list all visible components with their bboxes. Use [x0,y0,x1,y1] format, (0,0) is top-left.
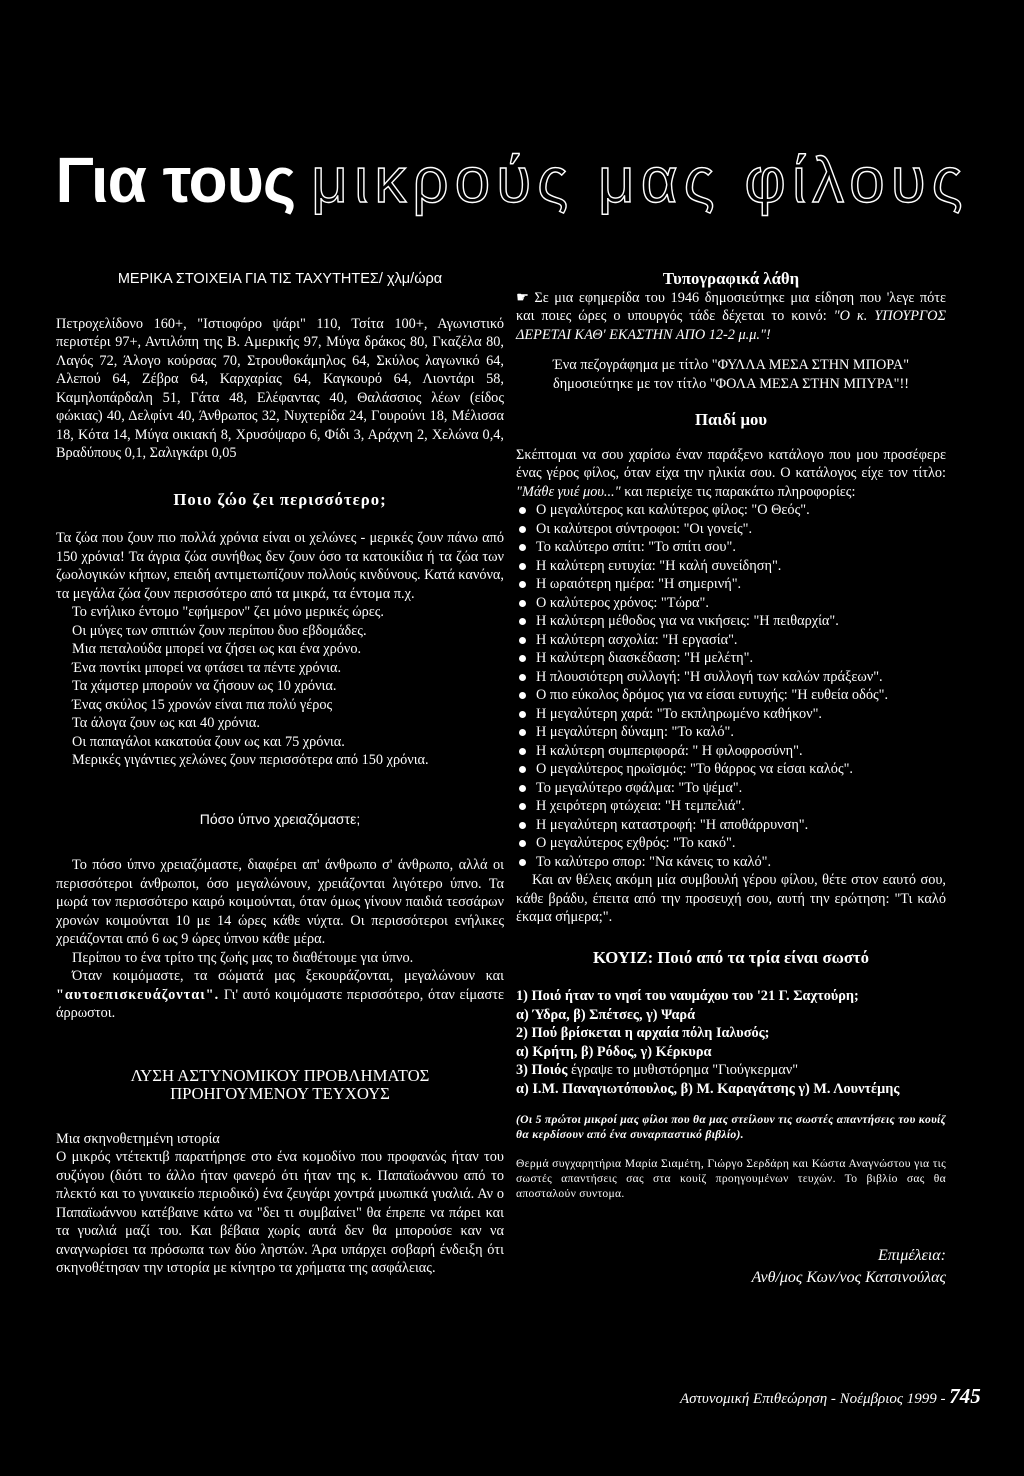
lifespan-line: Ένας σκύλος 15 χρονών είναι πια πολύ γέρος [72,696,333,713]
quiz-a3: α) Ι.Μ. Παναγιωτόπουλος, β) Μ. Καραγάτσης γ) Μ. Λουντέμης [516,1080,900,1097]
quiz-heading: ΚΟΥΙΖ: Ποιό από τα τρία είναι σωστό [593,947,869,967]
list-item: Η μεγαλύτερη καταστροφή: "Η αποθάρρυνση". [516,816,946,835]
lifespan-line: Ένα ποντίκι μπορεί να φτάσει τα πέντε χρόνια. [72,659,342,676]
title-outline: μικρούς μας φίλους [311,144,969,216]
sleep-p1: Το πόσο ύπνο χρειαζόμαστε, διαφέρει απ' άνθρωπο σ' άνθρωπο, αλλά οι περισσότεροι άνθρωποι, όσο μεγαλώνουν, χρειάζονται λιγότερο ύπνο. Τα μωρά τον περισσότερο καιρό κοιμούνται, όταν όμως γίνουν παιδιά τεσσάρων χρονών κοιμούνται 10 με 14 ώρες κάθε νύχτα. Οι περισσότεροι ενήλικες χρειάζονται από 6 ως 9 ώρες ύπνου κάθε μέρα. [56,857,504,947]
sleep-p3: Όταν κοιμόμαστε, τα σώματά μας ξεκουράζονται, μεγαλώνουν και "αυτοεπισκευάζονται". Γι' αυτό κοιμόμαστε περισσότερο, όταν είμαστε άρρωστοι. [56,968,504,1021]
list-item: Η καλύτερη ασχολία: "Η εργασία". [516,631,946,650]
child-outro: Και αν θέλεις ακόμη μία συμβουλή γέρου φίλου, θέτε στον εαυτό σου, κάθε βράδυ, έπειτα από την προσευχή σου, αυτή την ερώτηση: "Τι καλό έκαμα σήμερα;". [516,872,946,925]
editor-label: Επιμέλεια: [878,1247,946,1264]
sleep-p2: Περίπου το ένα τρίτο της ζωής μας το διαθέτουμε για ύπνο. [72,949,414,966]
list-item: Η μεγαλύτερη χαρά: "Το εκπληρωμένο καθήκον". [516,705,946,724]
page-footer [680,1384,981,1409]
lifespan-heading: Ποιο ζώο ζει περισσότερο; [173,489,387,509]
quiz-a1: α) Ύδρα, β) Σπέτσες, γ) Ψαρά [516,1006,696,1023]
list-item: Το καλύτερο σπίτι: "Το σπίτι σου". [516,538,946,557]
lifespan-line: Οι μύγες των σπιτιών ζουν περίπου δυο εβδομάδες. [72,622,367,639]
list-item: Η ωραιότερη ημέρα: "Η σημερινή". [516,575,946,594]
list-item: Η καλύτερη συμπεριφορά: " Η φιλοφροσύνη". [516,742,946,761]
quiz-note: (Οι 5 πρώτοι μικροί μας φίλοι που θα μας στείλουν τις σωστές απαντήσεις του κουίζ θα κερδίσουν από ένα συναρπαστικό βιβλίο). [516,1113,946,1141]
lifespan-list [56,603,504,770]
solution-heading-2: ΠΡΟΗΓΟΥΜΕΝΟΥ ΤΕΥΧΟΥΣ [170,1084,390,1103]
list-item: Η καλύτερη ευτυχία: "Η καλή συνείδηση". [516,557,946,576]
quiz-q2: 2) Πού βρίσκεται η αρχαία πόλη Ιαλυσός; [516,1025,770,1041]
lifespan-line: Το ενήλικο έντομο "εφήμερον" ζει μόνο μερικές ώρες. [72,604,384,620]
child-heading: Παιδί μου [694,410,768,429]
child-intro: Σκέπτομαι να σου χαρίσω έναν παράξενο κατάλογο που μου προσέφερε ένας γέρος φίλος, όταν είχα την ηλικία σου. Ο κατάλογος είχε τον τίτλο: "Μάθε γυιέ μου..." και περιείχε τις παρακάτω πληροφορίες: [516,446,946,500]
list-item: Η χειρότερη φτώχεια: "Η τεμπελιά". [516,797,946,816]
typos-heading: Τυπογραφικά λάθη [662,269,800,288]
lifespan-line: Οι παπαγάλοι κακατούα ζουν ως και 75 χρόνια. [72,733,345,750]
lifespan-line: Μια πεταλούδα μπορεί να ζήσει ως και ένα χρόνο. [72,641,362,657]
advice-list [516,501,946,871]
speeds-text: Πετροχελίδονο 160+, "Ιστιοφόρο ψάρι" 110, Τσίτα 100+, Αγωνιστικό περιστέρι 97+, Αντιλόπη της Β. Αμερικής 97, Μύγα δράκος 80, Γκαζέλα 80, Λαγός 72, Άλογο κούρσας 70, Στρουθοκάμηλος 64, Σκύλος λαγωνικό 64, Αλεπού 64, Ζέβρα 64, Καρχαρίας 64, Καγκουρό 64, Λιοντάρι 58, Καμηλοπάρδαλη 51, Γάτα 48, Ελέφαντας 40, Θαλάσσιος λέων (είδος φώκιας) 40, Δελφίνι 40, Άνθρωπος 32, Νυχτερίδα 24, Γουρούνι 18, Μέλισσα 18, Κότα 14, Μύγα οικιακή 8, Χρυσόψαρο 6, Φίδι 3, Αράχνη 2, Χελώνα 0,4, Βραδύπους 0,1, Σαλιγκάρι 0,05 [56,315,504,461]
typos-p2: Ένα πεζογράφημα με τίτλο "ΦΥΛΛΑ ΜΕΣΑ ΣΤΗΝ ΜΠΟΡΑ" δημοσιεύτηκε με τον τίτλο "ΦΟΛΑ ΜΕΣΑ ΣΤΗΝ ΜΠΥΡΑ"!! [552,357,910,392]
left-column [56,270,504,1278]
lifespan-line: Τα χάμστερ μπορούν να ζήσουν ως 10 χρόνια. [72,678,337,694]
editor-name: Ανθ/μος Κων/νος Κατσινούλας [751,1269,946,1286]
page-title [0,140,1024,221]
list-item: Η πλουσιότερη συλλογή: "Η συλλογή των καλών πράξεων". [516,668,946,687]
list-item: Ο μεγαλύτερος ηρωϊσμός: "Το θάρρος να είσαι καλός". [516,760,946,779]
list-item: Η μεγαλύτερη δύναμη: "Το καλό". [516,723,946,742]
right-column [516,270,946,1289]
pointing-hand-icon: ☛ [516,289,535,306]
lifespan-intro: Τα ζώα που ζουν πιο πολλά χρόνια είναι οι χελώνες - μερικές ζουν πάνω από 150 χρόνια! Τα άγρια ζώα συνήθως δεν ζουν όσο τα κατοικίδια ή τα ζώα των ζωολογικών κήπων, επειδή αντιμετωπίζουν πολλούς κινδύνους. Κατά κανόνα, τα μεγάλα ζώα ζουν περισσότερο από τα μικρά, τα έντομα π.χ. [56,530,504,602]
speeds-heading: ΜΕΡΙΚΑ ΣΤΟΙΧΕΙΑ ΓΙΑ ΤΙΣ ΤΑΧΥΤΗΤΕΣ/ χλμ/ώρα [117,271,443,287]
lifespan-line: Τα άλογα ζουν ως και 40 χρόνια. [72,715,260,731]
quiz-thanks: Θερμά συγχαρητήρια Μαρία Σιαμέτη, Γιώργο Σερδάρη και Κώστα Αναγνώστου για τις σωστές απαντήσεις σας στα κουίζ προηγουμένων τευχών. Το βιβλίο σας θα αποσταλούν συντομα. [516,1157,946,1200]
list-item: Η καλύτερη μέθοδος για να νικήσεις: "Η πειθαρχία". [516,612,946,631]
solution-heading-1: ΛΥΣΗ ΑΣΤΥΝΟΜΙΚΟΥ ΠΡΟΒΛΗΜΑΤΟΣ [130,1065,430,1085]
list-item: Το καλύτερο σπορ: "Να κάνεις το καλό". [516,853,946,872]
list-item: Το μεγαλύτερο σφάλμα: "Το ψέμα". [516,779,946,798]
list-item: Η καλύτερη διασκέδαση: "Η μελέτη". [516,649,946,668]
sleep-heading: Πόσο ύπνο χρειαζόμαστε; [199,810,361,827]
quiz-q1: 1) Ποιό ήταν το νησί του ναυμάχου του '21 Γ. Σαχτούρη; [516,988,859,1004]
solution-text: Ο μικρός ντέτεκτιβ παρατήρησε στο ένα κομοδίνο που προφανώς ήταν του συζύγου (διότι το άλλο ήταν φανερό ότι ήταν της κ. Παπαϊωάννου από το πλεκτό και το γυναικείο περιοδικό) ένα ζευγάρι χοντρά μυωπικά γυαλιά. Αν ο Παπαϊωάννου κατέβαινε κάτω να "δει τι συμβαίνει" θα έπρεπε να πάρει και τα γυαλιά μαζί του. Και βέβαια χωρίς αυτά δεν θα μπορούσε καν να αναγνωρίσει τα πρόσωπα των δύο ληστών. Άρα υπάρχει σοβαρή ένδειξη ότι σκηνοθέτησαν την ιστορία με κίνητρο τα χρήματα της ασφάλειας. [56,1149,504,1276]
lifespan-line: Μερικές γιγάντιες χελώνες ζουν περισσότερα από 150 χρόνια. [72,752,429,768]
quiz-q3: 3) Ποιός έγραψε το μυθιστόρημα "Γιούγκερμαν" [516,1062,799,1078]
page-number: 745 [949,1384,981,1408]
title-bold: Για τους [55,144,296,216]
list-item: Ο πιο εύκολος δρόμος για να είσαι ευτυχής: "Η ευθεία οδός". [516,686,946,705]
typos-p1: ☛ Σε μια εφημερίδα του 1946 δημοσιεύτηκε μια είδηση που 'λεγε πότε και ποιες ώρες ο υπουργός τάδε δέχεται το κοινό: "Ο κ. ΥΠΟΥΡΓΟΣ ΔΕΡΕΤΑΙ ΚΑΘ' ΕΚΑΣΤΗΝ ΑΠΟ 12-2 μ.μ."! [516,289,946,343]
list-item: Ο μεγαλύτερος και καλύτερος φίλος: "Ο Θεός". [516,501,946,520]
list-item: Οι καλύτεροι σύντροφοι: "Οι γονείς". [516,520,946,539]
solution-subtitle: Μια σκηνοθετημένη ιστορία [56,1130,220,1147]
footer-text: Αστυνομική Επιθεώρηση - Νοέμβριος 1999 - [680,1391,950,1407]
list-item: Ο καλύτερος χρόνος: "Τώρα". [516,594,946,613]
editor-block [516,1245,946,1289]
quiz-a2: α) Κρήτη, β) Ρόδος, γ) Κέρκυρα [516,1043,712,1060]
list-item: Ο μεγαλύτερος εχθρός: "Το κακό". [516,834,946,853]
